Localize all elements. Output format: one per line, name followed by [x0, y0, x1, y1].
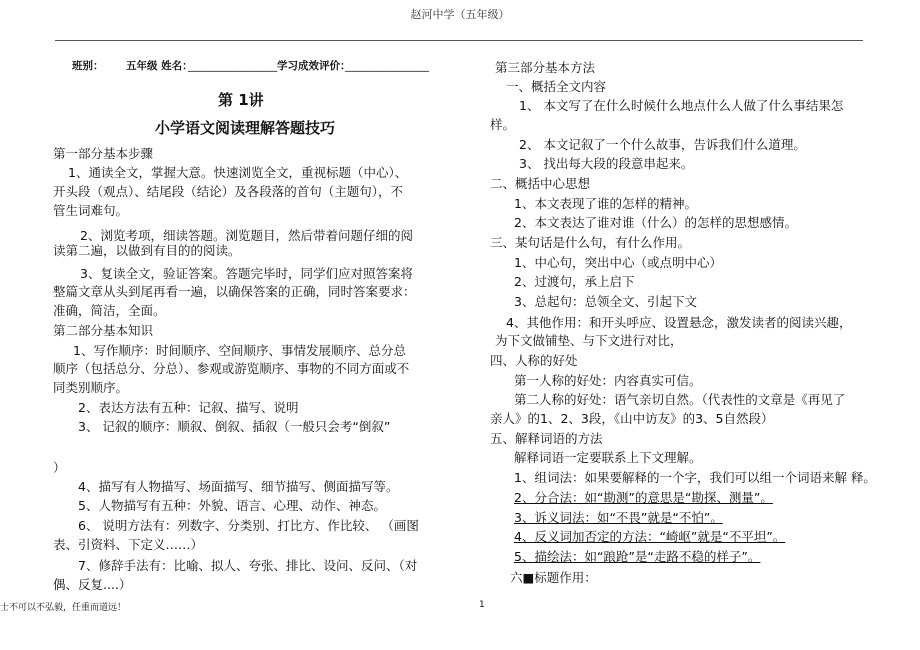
left-line: 表、引资料、下定义……） — [53, 537, 204, 552]
left-line: 3、复读全文，验证答案。答题完毕时，同学们应对照答案将 — [80, 266, 413, 281]
name-blank: _________________ — [188, 60, 278, 72]
right-line: 第三部分基本方法 — [495, 60, 596, 75]
left-line: 准确，简洁，全面。 — [53, 303, 166, 318]
right-line: 二、概括中心思想 — [490, 176, 591, 191]
left-line: 开头段（观点）、结尾段（结论）及各段落的首句（主题句），不 — [53, 184, 404, 199]
right-line: 四、人称的好处 — [490, 353, 578, 368]
footer-motto: 士不可以不弘毅，任重而道远！ — [0, 603, 127, 613]
right-line: 4、其他作用：和开头呼应、设置悬念，激发读者的阅读兴趣， — [506, 315, 852, 330]
page-number: 1 — [479, 600, 485, 610]
right-line: 2、 本文记叙了一个什么故事，告诉我们什么道理。 — [519, 137, 806, 152]
left-line: 1、写作顺序：时间顺序、空间顺序、事情发展顺序、总分总 — [73, 343, 406, 358]
left-line: 3、 记叙的顺序：顺叙、倒叙、插叙（一般只会考“倒叙” — [78, 419, 391, 434]
right-line: 3、诉义词法：如“不畏”就是“不怕”。 — [514, 510, 723, 525]
eval-blank: ________________ — [345, 60, 429, 72]
right-line: 六■标题作用： — [510, 570, 597, 585]
right-line: 3、 找出每大段的段意串起来。 — [519, 156, 694, 171]
right-line: 1、组词法：如果要解释的一个字，我们可以组一个词语来解 释。 — [514, 470, 876, 485]
left-line: 管生词难句。 — [53, 203, 129, 218]
left-line: 5、人物描写有五种：外貌、语言、心理、动作、神态。 — [78, 498, 386, 513]
right-line: 2、本文表达了谁对谁（什么）的怎样的思想感情。 — [514, 215, 797, 230]
right-line: 为下文做铺垫、与下文进行对比， — [495, 333, 683, 348]
right-line: 第一人称的好处：内容真实可信。 — [514, 373, 702, 388]
right-line: 解释词语一定要联系上下文理解。 — [514, 450, 702, 465]
right-line: 1、本文表现了谁的怎样的精神。 — [514, 196, 697, 211]
left-line: 偶、反复....） — [53, 577, 132, 592]
left-line: 7、修辞手法有：比喻、拟人、夸张、排比、设问、反问、（对 — [78, 558, 418, 573]
right-line: 2、过渡句，承上启下 — [514, 274, 635, 289]
left-line: 第一部分基本步骤 — [53, 146, 154, 161]
header-divider — [55, 40, 863, 41]
left-line: ） — [53, 460, 66, 475]
eval-label: 学习成效评价： — [277, 60, 351, 72]
left-line: 同类别顺序。 — [53, 380, 129, 395]
left-line: 第二部分基本知识 — [53, 323, 154, 338]
left-line: 2、浏览考项，细读答题。浏览题目，然后带着问题仔细的阅 — [80, 228, 413, 243]
left-line: 整篇文章从头到尾再看一遍，以确保答案的正确，同时答案要求： — [53, 284, 416, 299]
left-line: 6、 说明方法有：列数字、分类别、打比方、作比较、 （画图 — [78, 518, 419, 533]
right-line: 一、概括全文内容 — [506, 79, 607, 94]
right-line: 3、总起句：总领全文、引起下文 — [514, 294, 697, 309]
left-line: 2、表达方法有五种：记叙、描写、说明 — [78, 400, 299, 415]
right-line: 第二人称的好处：语气亲切自然。（代表性的文章是《再见了 — [514, 392, 846, 407]
right-line: 4、反义词加否定的方法：“崎岖”就是“不平坦”。 — [514, 529, 786, 544]
right-line: 三、某句话是什么句，有什么作用。 — [490, 235, 691, 250]
right-line: 样。 — [490, 117, 516, 132]
class-label: 班别： — [72, 60, 104, 72]
right-line: 1、中心句，突出中心（或点明中心） — [514, 255, 722, 270]
lesson-title: 第 1讲 — [218, 91, 264, 109]
left-line: 读第二遍，以做到有目的的阅读。 — [53, 243, 241, 258]
right-line: 1、 本文写了在什么时候什么地点什么人做了什么事结果怎 — [519, 98, 844, 113]
left-line: 1、通读全文，掌握大意。快速浏览全文，重视标题（中心）、 — [68, 165, 408, 180]
grade-name-label: 五年级 姓名： — [126, 60, 193, 72]
left-line: 顺序（包括总分、分总）、参观或游览顺序、事物的不同方面或不 — [53, 361, 410, 376]
right-line: 2、分合法：如“勘测”的意思是“勘探、测量”。 — [514, 490, 773, 505]
right-line: 亲人》的1、2、3段，《山中访友》的3、5自然段） — [490, 411, 774, 426]
left-line: 4、描写有人物描写、场面描写、细节描写、侧面描写等。 — [78, 479, 399, 494]
page-header: 赵河中学（五年级） — [410, 8, 510, 21]
right-line: 五、解释词语的方法 — [490, 431, 603, 446]
right-line: 5、描绘法：如“踉跄”是“走路不稳的样子”。 — [514, 549, 761, 564]
document-title: 小学语文阅读理解答题技巧 — [155, 119, 336, 137]
